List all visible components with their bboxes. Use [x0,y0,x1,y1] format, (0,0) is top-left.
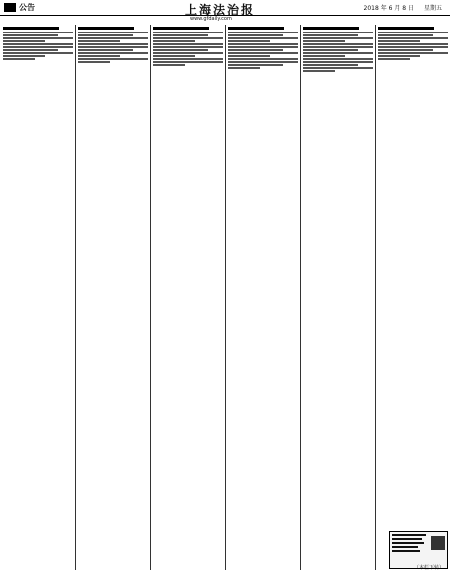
notice-text-line [153,34,208,35]
notice-text-line [78,37,148,38]
notice-text-line [303,37,373,38]
site-bar [0,16,450,24]
notice-text-line [153,43,223,44]
qr-code-icon [431,536,445,550]
notice-title [228,27,284,30]
notice-text-line [228,49,283,50]
notice-columns [3,25,449,570]
notice-title [153,27,209,30]
notice-text-line [78,49,133,50]
notice-text-line [378,32,448,33]
notice-text-line [303,32,373,33]
notice-text-line [378,40,420,41]
notice-title [378,27,434,30]
notice-block [78,27,148,63]
notice-text-line [78,32,148,33]
notice-text-line [378,37,448,38]
notice-text-line [78,52,148,53]
notice-text-line [228,37,298,38]
notice-text-line [3,43,73,44]
notice-text-line [3,32,73,33]
notice-block [303,27,373,72]
notice-text-line [3,52,73,53]
notice-text-line [3,40,45,41]
notice-text-line [3,46,73,47]
column-2 [78,25,151,570]
masthead: 上海法治报 [185,3,256,17]
section-title: 公告 [19,3,35,12]
notice-text-line [303,49,358,50]
notice-text-line [78,43,148,44]
notice-text-line [303,67,373,68]
notice-text-line [378,55,420,56]
notice-text-line [228,64,283,65]
notice-signature [303,70,335,71]
notice-signature [153,64,185,65]
notice-signature [78,61,110,62]
notice-text-line [378,43,448,44]
notice-text-line [3,49,58,50]
issue-weekday: 星期五 [423,5,442,12]
notice-text-line [378,34,433,35]
notice-text-line [303,40,345,41]
notice-text-line [153,37,223,38]
notice-signature [228,67,260,68]
notice-text-line [228,32,298,33]
notice-title [78,27,134,30]
notice-text-line [153,52,223,53]
notice-text-line [3,55,45,56]
notice-text-line [378,49,433,50]
notice-text-line [303,34,358,35]
section-icon [4,3,16,12]
notice-text-line [228,55,270,56]
column-4 [228,25,301,570]
notice-text-line [303,55,345,56]
notice-text-line [153,46,223,47]
footer-note: （本栏下转） [413,565,444,571]
notice-text-line [378,52,448,53]
notice-text-line [303,58,373,59]
notice-text-line [153,40,195,41]
notice-text-line [153,32,223,33]
notice-signature [378,58,410,59]
notice-title [3,27,59,30]
notice-text-line [3,37,73,38]
notice-text-line [228,58,298,59]
notice-text-line [303,43,373,44]
notice-text-line [228,40,270,41]
column-3 [153,25,226,570]
notice-text-line [153,55,195,56]
notice-text-line [3,34,58,35]
notice-text-line [78,40,120,41]
notice-text-line [153,61,223,62]
notice-text-line [303,61,373,62]
notice-block [378,27,448,60]
notice-text-line [228,52,298,53]
notice-block [153,27,223,66]
page-header [0,0,450,16]
notice-text-line [378,46,448,47]
notice-text-line [303,52,373,53]
notice-text-line [153,49,208,50]
notice-title [303,27,359,30]
notice-text-line [78,58,148,59]
notice-text-line [228,46,298,47]
notice-text-line [228,61,298,62]
notice-block [3,27,73,60]
notice-text-line [153,58,223,59]
column-5 [303,25,376,570]
notice-signature [3,58,35,59]
notice-block [228,27,298,69]
column-1 [3,25,76,570]
notice-text-line [78,55,120,56]
notice-text-line [228,43,298,44]
notice-text-line [303,64,358,65]
column-6 [378,25,450,570]
notice-text-line [228,34,283,35]
notice-text-line [303,46,373,47]
notice-text-line [78,34,133,35]
notice-text-line [78,46,148,47]
issue-date: 2018 年 6 月 8 日 [363,5,414,12]
site-url: www.gfdaily.com [190,16,232,22]
